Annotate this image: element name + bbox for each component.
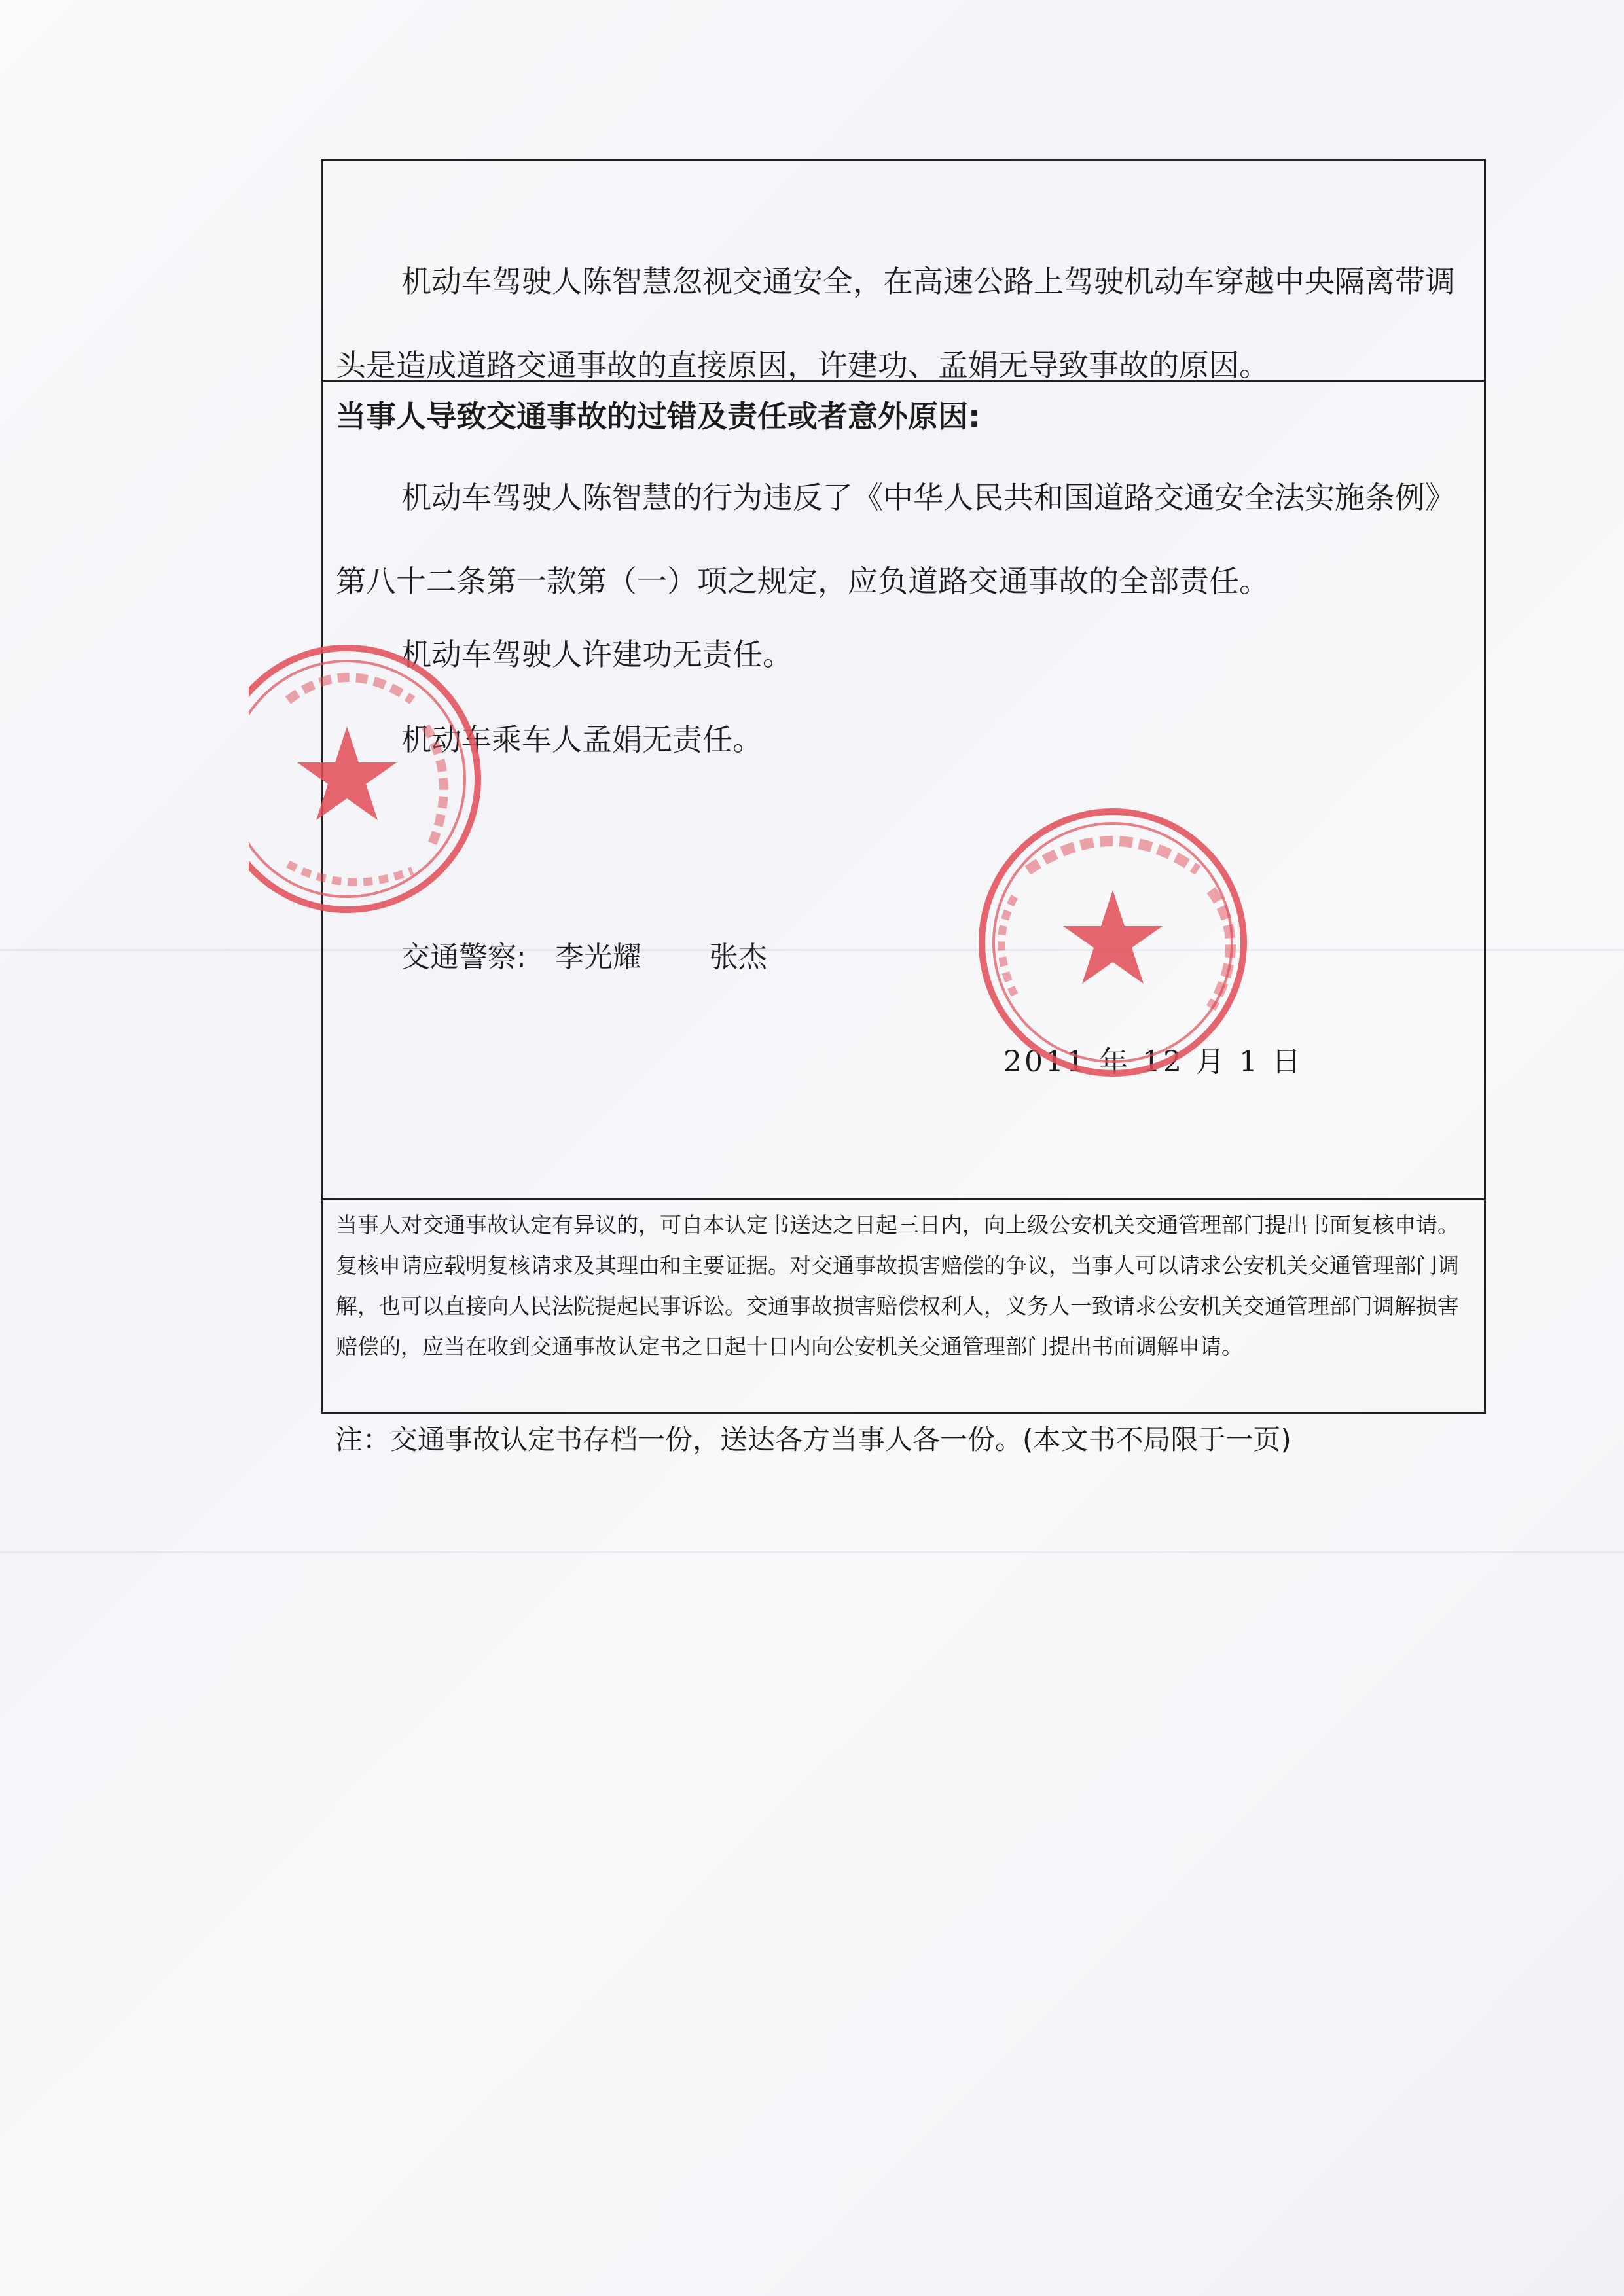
officer-name: 李光耀 [554, 941, 641, 974]
police-signature [401, 933, 787, 975]
officer-name: 张杰 [709, 941, 767, 974]
paper-crease [0, 1551, 1624, 1553]
responsibility-main: 机动车驾驶人陈智慧的行为违反了《中华人民共和国道路交通安全法实施条例》第八十二条第一款第（一）项之规定，应负道路交通事故的全部责任。 [336, 480, 1455, 599]
appeal-notice: 当事人对交通事故认定有异议的，可自本认定书送达之日起三日内，向上级公安机关交通管理部门提出书面复核申请。复核申请应载明复核请求及其理由和主要证据。对交通事故损害赔偿的争议，当事人可以请求公安机关交通管理部门调解，也可以直接向人民法院提起民事诉讼。交通事故损害赔偿权利人，义务人一致请求公安机关交通管理部门调解损害赔偿的，应当在收到交通事故认定书之日起十日内向公安机关交通管理部门提出书面调解申请。 [336, 1212, 1459, 1359]
divider [323, 380, 1484, 382]
divider [323, 1198, 1484, 1200]
footnote: 注：交通事故认定书存档一份，送达各方当事人各一份。(本文书不局限于一页) [335, 1424, 1291, 1456]
report-date: 2011 年 12 月 1 日 [1003, 1045, 1303, 1079]
driver2-responsibility: 机动车驾驶人许建功无责任。 [401, 637, 793, 672]
responsibility-heading: 当事人导致交通事故的过错及责任或者意外原因: [336, 399, 981, 434]
official-seal-left [249, 628, 497, 929]
passenger-responsibility: 机动车乘车人孟娟无责任。 [401, 722, 763, 757]
cause-paragraph: 机动车驾驶人陈智慧忽视交通安全，在高速公路上驾驶机动车穿越中央隔离带调头是造成道路交通事故的直接原因，许建功、孟娟无导致事故的原因。 [336, 264, 1455, 383]
official-seal-right [956, 798, 1270, 1086]
police-label: 交通警察: [401, 941, 526, 974]
